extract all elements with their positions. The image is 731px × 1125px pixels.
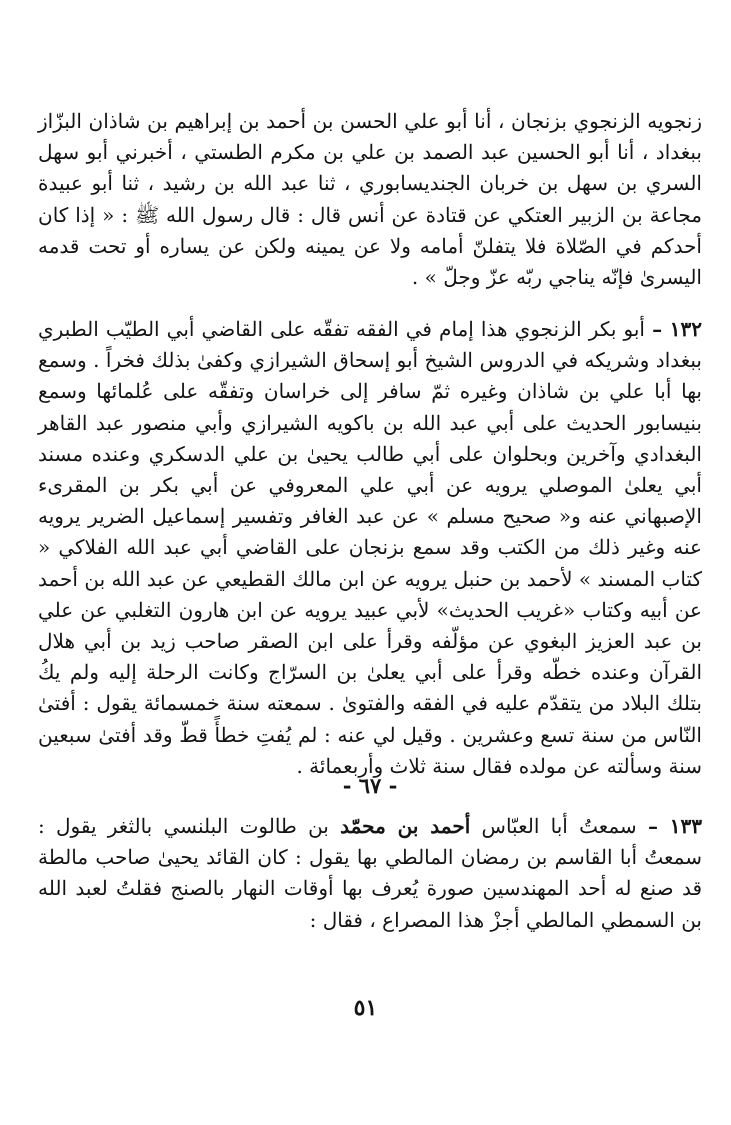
entry-number: ١٣٢ – <box>652 317 702 341</box>
page-body <box>38 106 702 936</box>
paragraph-continuation <box>38 106 702 293</box>
entry-133 <box>38 811 702 936</box>
entry-132 <box>38 314 703 778</box>
page-number: ٥١ <box>353 995 378 1021</box>
paragraph-text: زنجويه الزنجوي بزنجان ، أنا أبو علي الحسن بن أحمد بن إبراهيم بن شاذان البزّاز ببغداد ، أنا أبو الحسين عبد الصمد بن علي بن مكرم الطستي ، أخبرني أبو سهل السري بن سهل بن خربان الجنديسابوري ، ثنا عبد الله بن رشيد ، ثنا أبو عبيدة مجاعة بن الزبير العتكي عن قتادة عن أنس قال : قال رسول الله ﷺ : « إذا كان أحدكم في الصّلاة فلا يتفلنّ أمامه ولا عن يمينه ولكن عن يساره أو تحت قدمه اليسرىٰ فإنّه يناجي ربّه عزّ وجلّ » . <box>38 109 702 290</box>
entry-text-after: بن طالوت البلنسي بالثغر يقول : سمعتُ أبا القاسم بن رمضان المالطي بها يقول : كان القائد يحيىٰ صاحب مالطة قد صنع له أحد المهندسين صورة يُعرف بها أوقات النهار بالصنج فقلتُ لعبد الله بن السمطي المالطي أجزْ هذا المصراع ، فقال : <box>38 814 702 932</box>
entry-text: أبو بكر الزنجوي هذا إمام في الفقه تفقّه على القاضي أبي الطيّب الطبري ببغداد وشريكه في الدروس الشيخ أبو إسحاق الشيرازي وكفىٰ بذلك فخراً . وسمع بها أبا علي بن شاذان وغيره ثمّ سافر إلى خراسان وتفقّه على عُلمائها وسمع بنيسابور الحديث على أبي عبد الله بن باكويه الشيرازي وأبي منصور عبد القاهر البغدادي وآخرين وبحلوان على أبي طالب يحيىٰ بن علي الدسكري وعنده مسند أبي يعلىٰ الموصلي يرويه عن أبي علي المعروفي عن أبي بكر بن المقرىء الإصبهاني عنه و« صحيح مسلم » عن عبد الغافر وتفسير إسماعيل الضرير يرويه عنه وغير ذلك من الكتب وقد سمع بزنجان على القاضي أبي عبد الله الفلاكي « كتاب المسند » لأحمد بن حنبل يرويه عن ابن مالك القطيعي عن عبد الله بن أحمد عن أبيه وكتاب «غريب الحديث» لأبي عبيد يرويه عن ابن هارون التغلبي عن علي بن عبد العزيز البغوي عن مؤلّفه وقرأ على ابن الصقر صاحب زيد بن أبي هلال القرآن وعنده خطّه وقرأ على أبي يعلىٰ بن السرّاج وكانت الرحلة إليه ولم يكُ بتلك البلاد من يتقدّم عليه في الفقه والفتوىٰ . سمعته سنة خمسمائة يقول : أفتىٰ النّاس من سنة تسع وعشرين . وقيل لي عنه : لم يُفتِ خطأً قطّ وقد أفتىٰ سبعين سنة وسألته عن مولده فقال سنة ثلاث وأربعمائة . <box>38 317 703 778</box>
person-name: أحمد بن محمّد <box>340 814 471 838</box>
section-separator: - ٦٧ - <box>342 773 398 798</box>
entry-number: ١٣٣ – <box>647 814 703 838</box>
entry-text-before: سمعتُ أبا العبّاس <box>481 814 637 838</box>
